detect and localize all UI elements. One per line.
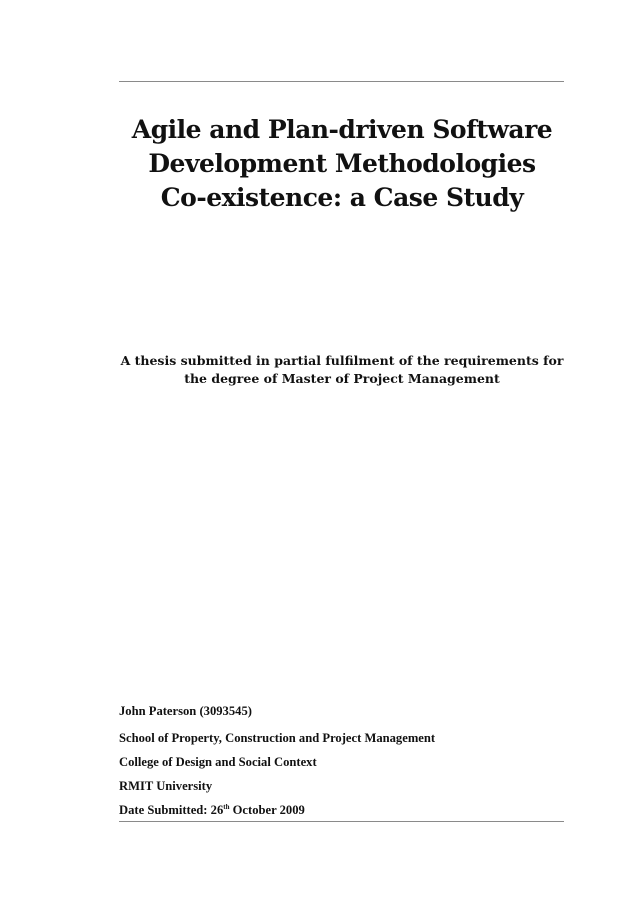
submission-date <box>119 803 305 818</box>
college-name: College of Design and Social Context <box>119 755 317 769</box>
submission-date-ordinal: th <box>223 802 230 811</box>
submission-date-label: Date Submitted: 26 <box>119 803 224 817</box>
thesis-statement-line-1: A thesis submitted in partial fulfilment of the requirements for <box>120 353 564 368</box>
submission-date-month-year: October 2009 <box>229 803 305 817</box>
thesis-statement <box>112 352 572 388</box>
thesis-statement-line-2: the degree of Master of Project Management <box>184 371 500 386</box>
top-rule <box>119 81 564 82</box>
title-line-2: Development Methodologies <box>148 149 536 178</box>
thesis-title <box>112 113 572 215</box>
school-name: School of Property, Construction and Project Management <box>119 731 436 745</box>
author-name: John Paterson (3093545) <box>119 704 252 718</box>
bottom-rule <box>119 821 564 822</box>
title-line-1: Agile and Plan-driven Software <box>131 115 553 144</box>
university-name: RMIT University <box>119 779 213 793</box>
title-line-3: Co-existence: a Case Study <box>160 183 524 212</box>
